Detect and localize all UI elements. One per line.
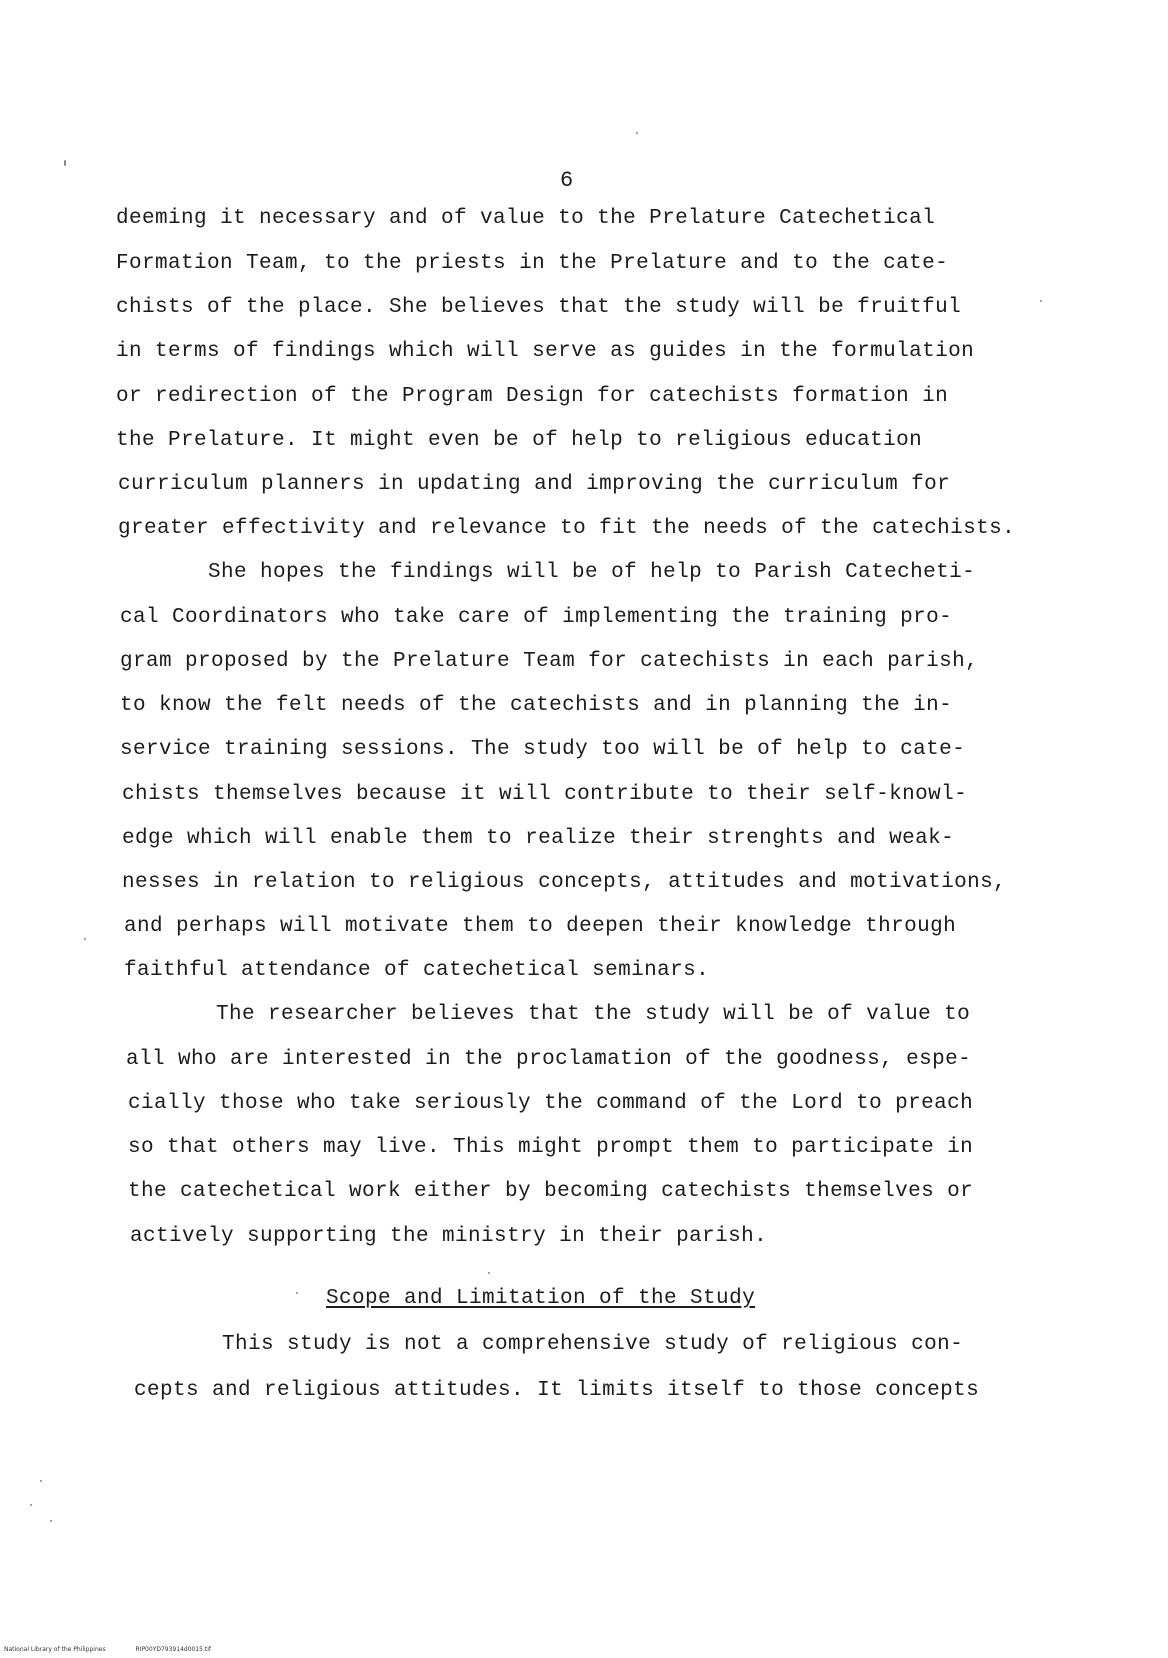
scan-speck: [636, 132, 638, 134]
scan-speck: [30, 1504, 32, 1506]
text-line: cepts and religious attitudes. It limits itself to those concepts: [134, 1379, 980, 1402]
scan-file-name: RIP00YD793914d0015.tif: [135, 1646, 211, 1653]
scan-footer: [4, 1646, 239, 1653]
scan-speck: [296, 1292, 298, 1294]
text-line: Formation Team, to the priests in the Prelature and to the cate-: [116, 252, 949, 275]
scan-speck: [40, 1480, 42, 1482]
text-line: This study is not a comprehensive study of religious con-: [222, 1333, 964, 1356]
text-line: service training sessions. The study too will be of help to cate-: [120, 738, 966, 761]
scan-speck: [84, 938, 86, 940]
scan-speck: [50, 1520, 52, 1522]
text-line: faithful attendance of catechetical seminars.: [124, 959, 710, 982]
text-line: so that others may live. This might prompt them to participate in: [128, 1136, 974, 1159]
text-line: The researcher believes that the study will be of value to: [216, 1003, 971, 1026]
text-line: all who are interested in the proclamation of the goodness, espe-: [126, 1048, 972, 1071]
text-line: cal Coordinators who take care of implementing the training pro-: [120, 606, 953, 629]
text-line: to know the felt needs of the catechists and in planning the in-: [120, 694, 953, 717]
text-line: greater effectivity and relevance to fit the needs of the catechists.: [118, 517, 1016, 540]
scan-speck: [1040, 300, 1042, 302]
page-number: 6: [560, 168, 574, 193]
text-line: cially those who take seriously the command of the Lord to preach: [128, 1092, 974, 1115]
text-line: gram proposed by the Prelature Team for catechists in each parish,: [120, 650, 979, 673]
text-line: edge which will enable them to realize their strenghts and weak-: [122, 827, 955, 850]
text-line: the catechetical work either by becoming catechists themselves or: [128, 1180, 974, 1203]
text-line: curriculum planners in updating and improving the curriculum for: [118, 473, 951, 496]
text-line: She hopes the findings will be of help to Parish Catecheti-: [208, 561, 976, 584]
scan-speck: [64, 160, 66, 166]
scan-speck: [488, 1272, 490, 1274]
text-line: chists of the place. She believes that the study will be fruitful: [116, 296, 962, 319]
library-credit: National Library of the Philippines: [4, 1646, 106, 1653]
section-heading: Scope and Limitation of the Study: [326, 1287, 756, 1310]
text-line: deeming it necessary and of value to the Prelature Catechetical: [116, 207, 936, 230]
text-line: actively supporting the ministry in their parish.: [130, 1225, 768, 1248]
text-line: the Prelature. It might even be of help to religious education: [116, 429, 923, 452]
text-line: chists themselves because it will contribute to their self-knowl-: [122, 783, 968, 806]
text-line: in terms of findings which will serve as guides in the formulation: [116, 340, 975, 363]
text-line: or redirection of the Program Design for catechists formation in: [116, 385, 949, 408]
text-line: nesses in relation to religious concepts, attitudes and motivations,: [122, 871, 1007, 894]
text-line: and perhaps will motivate them to deepen their knowledge through: [124, 915, 957, 938]
